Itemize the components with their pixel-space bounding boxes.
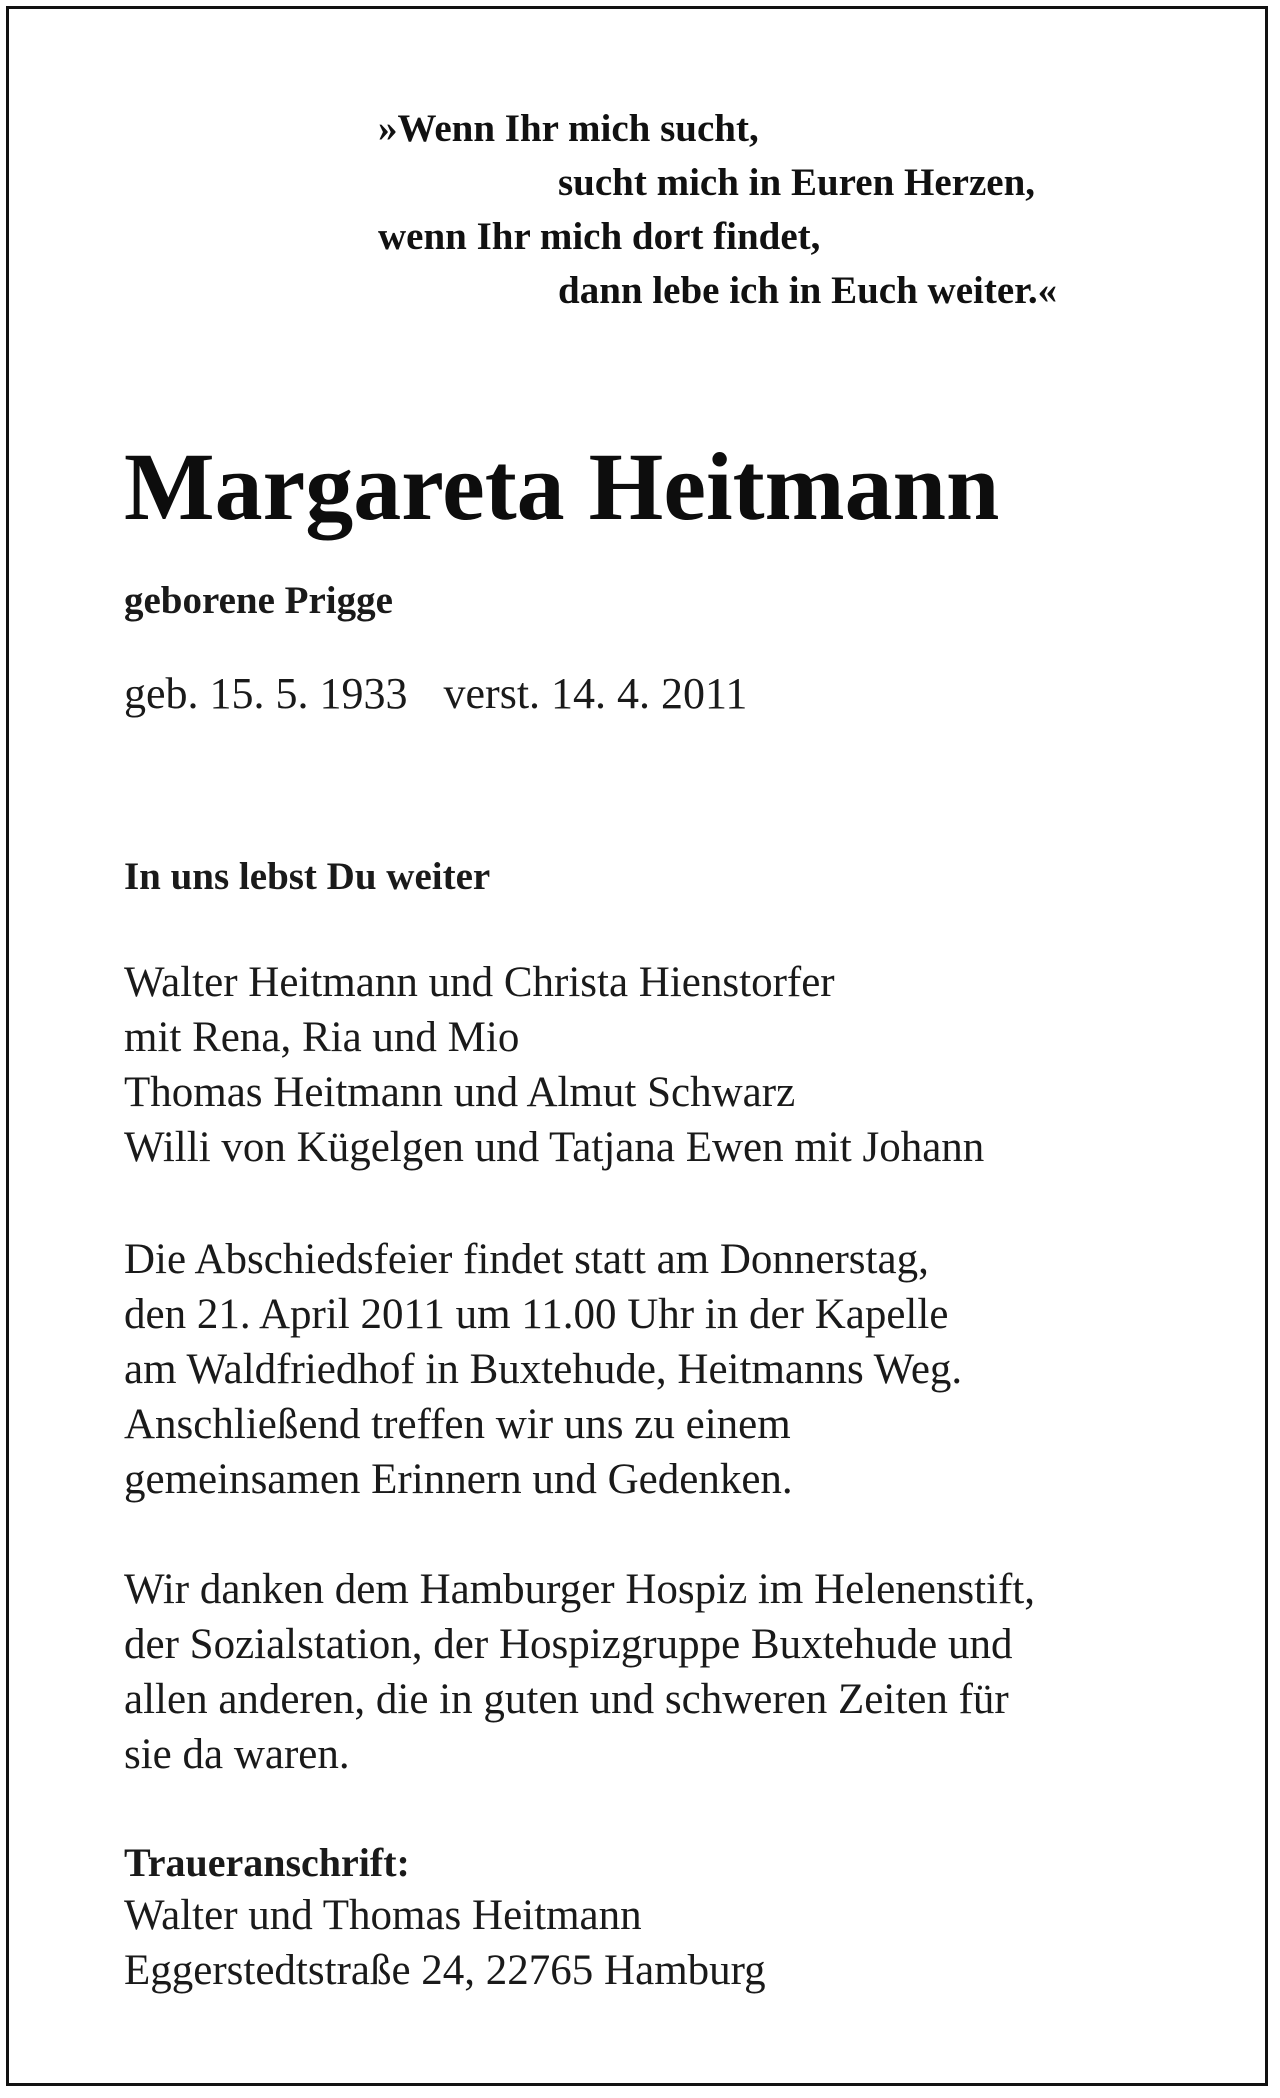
ceremony-line: den 21. April 2011 um 11.00 Uhr in der Kapelle <box>124 1291 949 1338</box>
ceremony-info <box>124 1232 962 1507</box>
ceremony-line: Anschließend treffen wir uns zu einem <box>124 1401 791 1448</box>
quote-line: »Wenn Ihr mich sucht, <box>378 107 759 150</box>
deceased-name: Margareta Heitmann <box>124 433 1000 540</box>
mourning-address <box>124 1888 766 1998</box>
thanks-line: allen anderen, die in guten und schweren Zeiten für <box>124 1676 1009 1723</box>
ceremony-line: Die Abschiedsfeier findet statt am Donnerstag, <box>124 1236 929 1283</box>
birth-name: geborene Prigge <box>124 579 393 622</box>
quote-line: dann lebe ich in Euch weiter.« <box>558 269 1058 312</box>
ceremony-line: am Waldfriedhof in Buxtehude, Heitmanns Weg. <box>124 1346 963 1393</box>
thanks-paragraph <box>124 1562 1035 1782</box>
life-dates <box>124 666 747 722</box>
death-date: verst. 14. 4. 2011 <box>443 669 748 718</box>
thanks-line: sie da waren. <box>124 1731 350 1778</box>
ceremony-line: gemeinsamen Erinnern und Gedenken. <box>124 1456 793 1503</box>
family-line: Walter Heitmann und Christa Hienstorfer <box>124 959 835 1006</box>
family-line: Willi von Kügelgen und Tatjana Ewen mit Johann <box>124 1124 985 1171</box>
thanks-line: Wir danken dem Hamburger Hospiz im Helenenstift, <box>124 1566 1035 1613</box>
family-line: mit Rena, Ria und Mio <box>124 1014 520 1061</box>
thanks-line: der Sozialstation, der Hospizgruppe Buxtehude und <box>124 1621 1013 1668</box>
birth-date: geb. 15. 5. 1933 <box>124 669 408 718</box>
quote-line: sucht mich in Euren Herzen, <box>558 161 1036 204</box>
family-line: Thomas Heitmann und Almut Schwarz <box>124 1069 796 1116</box>
address-line: Walter und Thomas Heitmann <box>124 1892 642 1939</box>
mourning-address-heading: Traueranschrift: <box>124 1840 410 1885</box>
address-line: Eggerstedtstraße 24, 22765 Hamburg <box>124 1947 766 1994</box>
quote-line: wenn Ihr mich dort findet, <box>378 215 821 258</box>
family-list <box>124 955 984 1175</box>
motto: In uns lebst Du weiter <box>124 855 491 898</box>
epigraph-quote <box>378 102 1057 318</box>
